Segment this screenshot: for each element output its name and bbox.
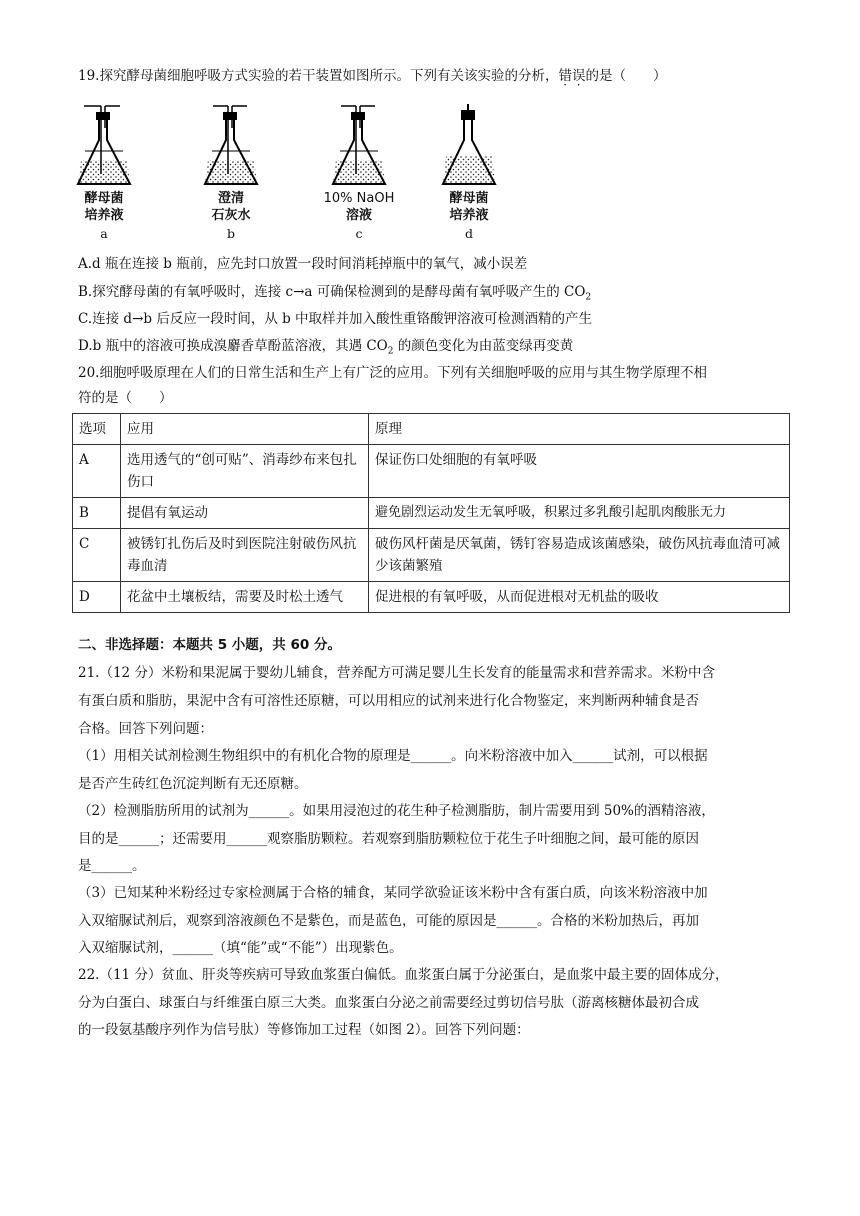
flask-a-label-1: 酵母菌: [84, 191, 124, 206]
table-cell: D: [73, 582, 121, 613]
q21-part3-line-2: 入双缩脲试剂后，观察到溶液颜色不是紫色，而是蓝色，可能的原因是______。合格的米粉加热后，再加: [78, 913, 699, 929]
flask-d-label-2: 培养液: [449, 208, 489, 223]
q19-option-c: C.连接 d→b 后反应一段时间，从 b 中取样并加入酸性重铬酸钾溶液可检测酒精的产生: [78, 311, 593, 327]
table-cell: A: [73, 445, 121, 498]
q19-option-b-text: B.探究酵母菌的有氧呼吸时，连接 c→a 可确保检测到的是酵母菌有氧呼吸产生的 CO: [78, 284, 586, 300]
q19-option-a: A.d 瓶在连接 b 瓶前，应先封口放置一段时间消耗掉瓶中的氧气，减小误差: [78, 256, 528, 272]
q19-stem-end: 的是（ ）: [585, 68, 667, 84]
table-header-row: [73, 414, 790, 445]
q19-option-d: [78, 337, 573, 361]
q19-stem: [78, 67, 666, 85]
q21-part3-line-3: 入双缩脲试剂，______（填“能”或“不能”）出现紫色。: [78, 940, 403, 956]
q21-part2-line-1: （2）检测脂肪所用的试剂为______。如果用浸泡过的花生种子检测脂肪，制片需要用到 50%的酒精溶液，: [78, 803, 715, 819]
q21-part3-line-1: （3）已知某种米粉经过专家检测属于合格的辅食，某同学欲验证该米粉中含有蛋白质，向该米粉溶液中加: [78, 885, 708, 901]
table-row: [73, 529, 790, 582]
q21-part1-line-2: 是否产生砖红色沉淀判断有无还原糖。: [78, 776, 308, 792]
q20-stem-line-1: 20.细胞呼吸原理在人们的日常生活和生产上有广泛的应用。下列有关细胞呼吸的应用与其生物学原理不相: [78, 365, 707, 381]
q22-line-1: 22.（11 分）贫血、肝炎等疾病可导致血浆蛋白偏低。血浆蛋白属于分泌蛋白，是血浆中最主要的固体成分，: [78, 967, 729, 983]
flask-d-letter: d: [464, 226, 473, 241]
table-cell: 保证伤口处细胞的有氧呼吸: [369, 445, 790, 498]
q21-line-2: 有蛋白质和脂肪，果泥中含有可溶性还原糖，可以用相应的试剂来进行化合物鉴定，来判断两种辅食是否: [78, 693, 699, 709]
table-cell: 花盆中土壤板结，需要及时松土透气: [121, 582, 369, 613]
q19-emph-char: 误: [571, 68, 586, 84]
flask-figure: [72, 98, 502, 246]
flask-b-label-1: 澄清: [217, 191, 244, 206]
table-row: [73, 498, 790, 529]
section-heading: 二、非选择题：本题共 5 小题，共 60 分。: [78, 637, 341, 653]
q19-option-d-subscript: 2: [387, 346, 394, 357]
table-cell: 提倡有氧运动: [121, 498, 369, 529]
table-header: 原理: [369, 414, 790, 445]
table-cell: B: [73, 498, 121, 529]
q20-stem-line-2: 符的是（ ）: [78, 390, 173, 406]
q21-line-3: 合格。回答下列问题：: [78, 721, 213, 737]
flask-c-letter: c: [355, 226, 363, 241]
q21-part2-line-3: 是______。: [78, 858, 146, 874]
flask-a-letter: a: [100, 226, 108, 241]
table-row: [73, 445, 790, 498]
q19-option-d-text-end: 的颜色变化为由蓝变绿再变黄: [393, 338, 574, 354]
flask-c-label-1: 10% NaOH: [323, 191, 395, 206]
flask-a-label-2: 培养液: [84, 208, 124, 223]
q20-options-table: [72, 413, 790, 613]
flask-c-label-2: 溶液: [345, 208, 372, 223]
table-cell: 破伤风杆菌是厌氧菌，锈钉容易造成该菌感染，破伤风抗毒血清可减少该菌繁殖: [369, 529, 790, 582]
flask-c: [333, 106, 385, 184]
q22-line-2: 分为白蛋白、球蛋白与纤维蛋白原三大类。血浆蛋白分泌之前需要经过剪切信号肽（游离核糖体最初合成: [78, 995, 699, 1011]
flask-b-label-2: 石灰水: [211, 208, 251, 223]
table-header: 选项: [73, 414, 121, 445]
table-cell: 促进根的有氧呼吸，从而促进根对无机盐的吸收: [369, 582, 790, 613]
table-cell: 被锈钉扎伤后及时到医院注射破伤风抗毒血清: [121, 529, 369, 582]
table-cell: 选用透气的“创可贴”、消毒纱布来包扎伤口: [121, 445, 369, 498]
q19-stem-text: 19.探究酵母菌细胞呼吸方式实验的若干装置如图所示。下列有关该实验的分析，: [78, 68, 559, 84]
q19-option-b-subscript: 2: [585, 292, 592, 303]
flask-d: [443, 104, 495, 184]
flask-d-label-1: 酵母菌: [449, 191, 489, 206]
q21-part1-line-1: （1）用相关试剂检测生物组织中的有机化合物的原理是______。向米粉溶液中加入______试剂，可以根据: [78, 748, 708, 764]
flask-b-letter: b: [226, 226, 235, 241]
table-cell: C: [73, 529, 121, 582]
table-row: [73, 582, 790, 613]
q19-option-d-text: D.b 瓶中的溶液可换成溴麝香草酚蓝溶液，其遇 CO: [78, 338, 388, 354]
q19-emph-char: 错: [558, 68, 572, 84]
q22-line-3: 的一段氨基酸序列作为信号肽）等修饰加工过程（如图 2）。回答下列问题：: [78, 1022, 530, 1038]
flask-a: [78, 106, 130, 184]
table-header: 应用: [121, 414, 369, 445]
table-cell: 避免剧烈运动发生无氧呼吸，积累过多乳酸引起肌肉酸胀无力: [369, 498, 790, 529]
q19-option-b: [78, 283, 591, 307]
flask-b: [205, 106, 257, 184]
q21-line-1: 21.（12 分）米粉和果泥属于婴幼儿辅食，营养配方可满足婴儿生长发育的能量需求和营养需求。米粉中含: [78, 665, 715, 681]
q21-part2-line-2: 目的是______；还需要用______观察脂肪颗粒。若观察到脂肪颗粒位于花生子叶细胞之间，最可能的原因: [78, 831, 699, 847]
